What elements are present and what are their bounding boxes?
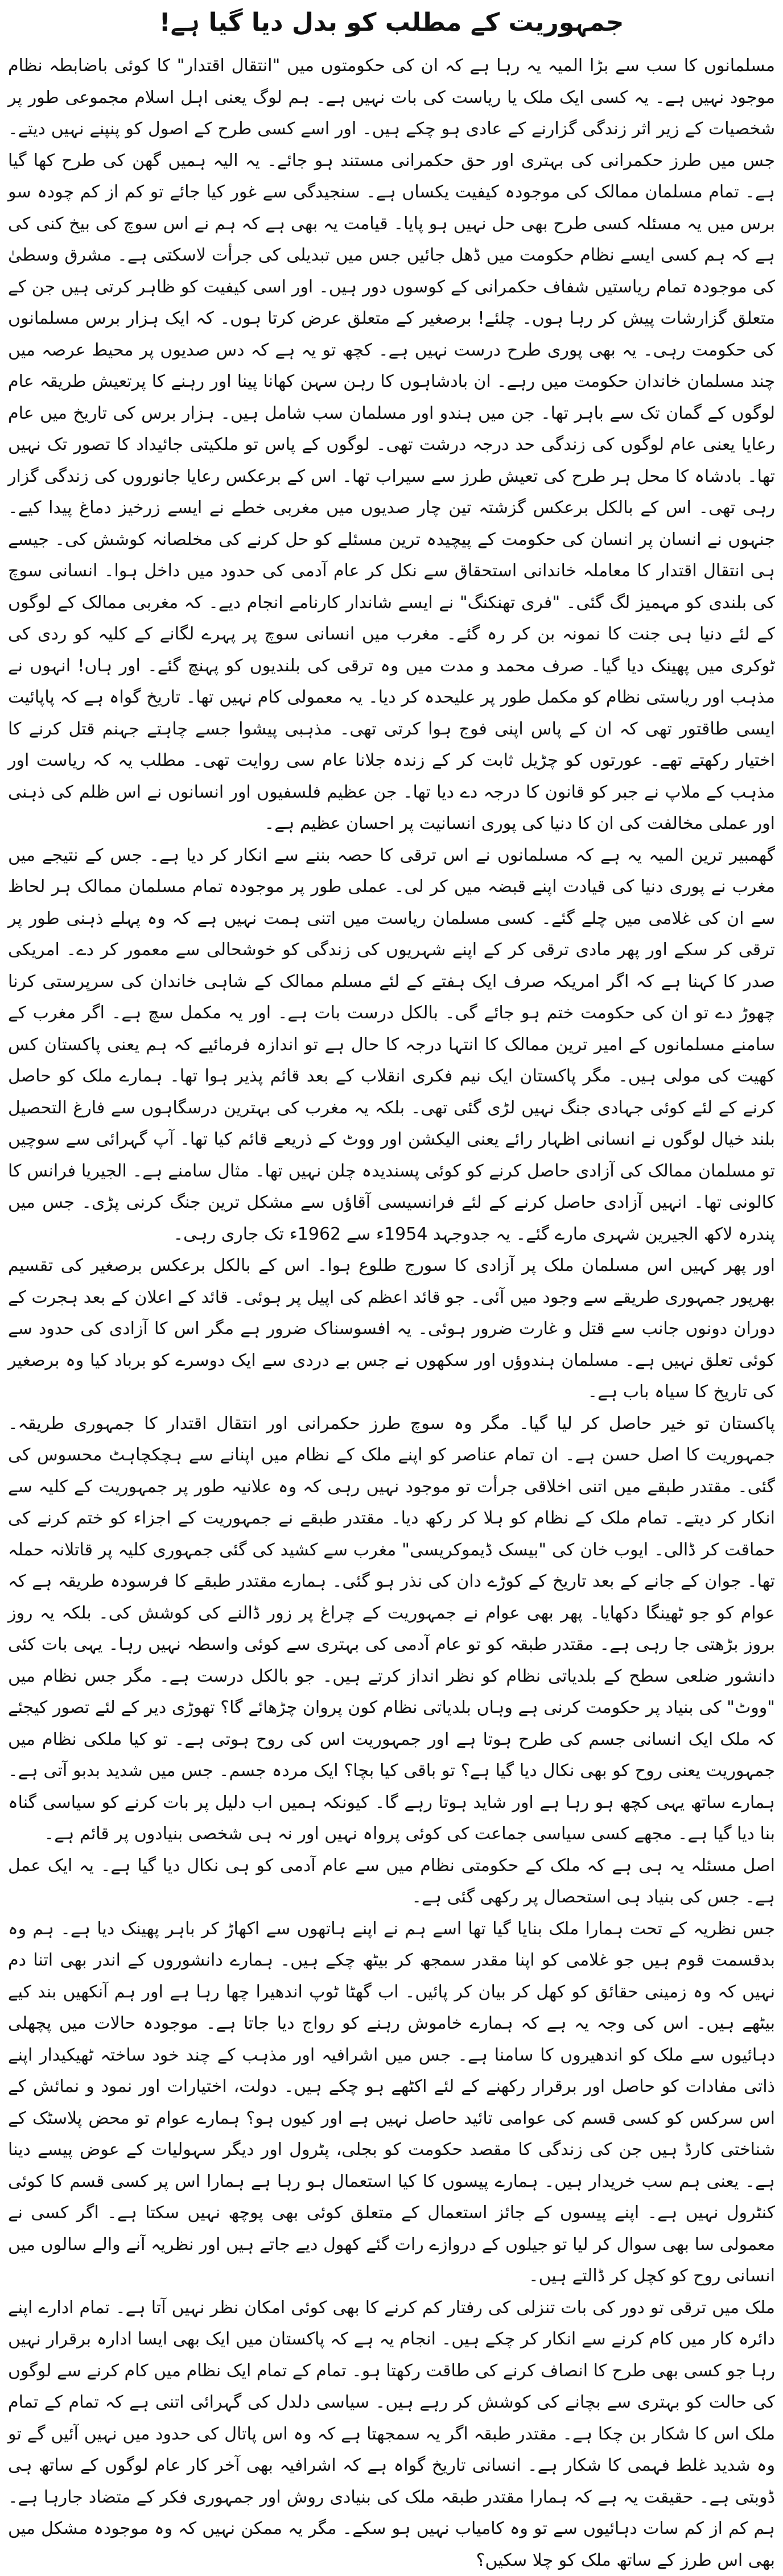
article-paragraph: اور پھر کہیں اس مسلمان ملک پر آزادی کا سورج طلوع ہوا۔ اس کے بالکل برعکس برصغیر کی تقسیم بھرپور جمہوری طریقے سے وجود میں آئی۔ جو قائد اعظم کی اپیل پر ہوئی۔ قائد کے اعلان کے بعد ہجرت کے دوران دونوں جانب سے قتل و غارت ضرور ہوئی۔ یہ افسوسناک ضرور ہے مگر اس کا آزادی کی حدود سے کوئی تعلق نہیں ہے۔ مسلمان ہندوؤں اور سکھوں نے جس بے دردی سے ایک دوسرے کو برباد کیا وہ برصغیر کی تاریخ کا سیاہ باب ہے۔ xyxy=(8,1250,775,1408)
article-paragraph: مسلمانوں کا سب سے بڑا المیہ یہ رہا ہے کہ ان کی حکومتوں میں "انتقال اقتدار" کا کوئی باضابطہ نظام موجود نہیں ہے۔ یہ کسی ایک ملک یا ریاست کی بات نہیں ہے۔ ہم لوگ یعنی اہل اسلام مجموعی طور پر شخصیات کے زیر اثر زندگی گزارنے کے عادی ہو چکے ہیں۔ اور اسے کسی طرح کے اصول کو پنپنے نہیں دیتے۔ جس میں طرز حکمرانی کی بہتری اور حق حکمرانی مستند ہو جائے۔ یہ الیہ ہمیں گھن کی طرح کھا گیا ہے۔ تمام مسلمان ممالک کی موجودہ کیفیت یکساں ہے۔ سنجیدگی سے غور کیا جائے تو کم از کم چودہ سو برس میں یہ مسئلہ کسی طرح بھی حل نہیں ہو پایا۔ قیامت یہ بھی ہے کہ ہم نے اس سوچ کی بیخ کنی کی ہے کہ ہم کسی ایسے نظام حکومت میں ڈھل جائیں جس میں تبدیلی کی جرأت لاسکتی ہے۔ مشرق وسطیٰ کی موجودہ تمام ریاستیں شفاف حکمرانی کے کوسوں دور ہیں۔ اور اسی کیفیت کو ظاہر کرتی ہیں جن کے متعلق گزارشات پیش کر رہا ہوں۔ چلئے! برصغیر کے متعلق عرض کرتا ہوں۔ کہ ایک ہزار برس مسلمانوں کی حکومت رہی۔ یہ بھی پوری طرح درست نہیں ہے۔ کچھ تو یہ ہے کہ دس صدیوں پر محیط عرصہ میں چند مسلمان خاندان حکومت میں رہے۔ ان بادشاہوں کا رہن سہن کھانا پینا اور رہنے کا پرتعیش طریقہ عام لوگوں کے گمان تک سے باہر تھا۔ جن میں ہندو اور مسلمان سب شامل ہیں۔ ہزار برس کی تاریخ میں عام رعایا یعنی عام لوگوں کی زندگی حد درجہ درشت تھی۔ لوگوں کے پاس تو ملکیتی جائیداد کا تصور تک نہیں تھا۔ بادشاہ کا محل ہر طرح کی تعیش طرز سے سیراب تھا۔ اس کے برعکس رعایا جانوروں کی زندگی گزار رہی تھی۔ اس کے بالکل برعکس گزشتہ تین چار صدیوں میں مغربی خطے نے ایسے زرخیز دماغ پیدا کیے۔ جنہوں نے انسان پر انسان کی حکومت کے پیچیدہ ترین مسئلے کو حل کرنے کی مخلصانہ کوشش کی۔ جیسے ہی انتقال اقتدار کا معاملہ خاندانی استحقاق سے نکل کر عام آدمی کی حدود میں داخل ہوا۔ انسانی سوچ کی بلندی کو مہمیز لگ گئی۔ "فری تھنکنگ" نے ایسے شاندار کارنامے انجام دیے۔ کہ مغربی ممالک کے لوگوں کے لئے دنیا ہی جنت کا نمونہ بن کر رہ گئے۔ مغرب میں انسانی سوچ پر پہرے لگانے کے کلیہ کو ردی کی ٹوکری میں پھینک دیا گیا۔ صرف محمد و مدت میں وہ ترقی کی بلندیوں کو پہنچ گئے۔ اور ہاں! انہوں نے مذہب اور ریاستی نظام کو مکمل طور پر علیحدہ کر دیا۔ یہ معمولی کام نہیں تھا۔ تاریخ گواہ ہے کہ پاپائیت ایسی طاقتور تھی کہ ان کے پاس اپنی فوج ہوا کرتی تھی۔ مذہبی پیشوا جسے چاہتے جہنم قتل کرنے کا اختیار رکھتے تھے۔ عورتوں کو چڑیل ثابت کر کے زندہ جلانا عام سی روایت تھی۔ مطلب یہ کہ ریاست اور مذہب کے ملاپ نے جبر کو قانون کا درجہ دے دیا تھا۔ جن عظیم فلسفیوں اور انسانوں نے اس ظلم کی ذہنی اور عملی مخالفت کی ان کا دنیا کی پوری انسانیت پر احسان عظیم ہے۔ xyxy=(8,50,775,840)
article-paragraph: ملک میں ترقی تو دور کی بات تنزلی کی رفتار کم کرنے کا بھی کوئی امکان نظر نہیں آتا ہے۔ تمام ادارے اپنے دائرہ کار میں کام کرنے سے انکار کر چکے ہیں۔ انجام یہ ہے کہ پاکستان میں ایک بھی ایسا ادارہ برقرار نہیں رہا جو کسی بھی طرح کا انصاف کرنے کی طاقت رکھتا ہو۔ تمام کے تمام ایک نظام میں کام کرنے سے لوگوں کی حالت کو بہتری سے بچانے کی کوشش کر رہے ہیں۔ سیاسی دلدل کی گہرائی اتنی ہے کہ تمام کے تمام ملک اس کا شکار بن چکا ہے۔ مقتدر طبقہ اگر یہ سمجھتا ہے کہ وہ اس پاتال کی حدود میں نہیں آئیں گے تو وہ شدید غلط فہمی کا شکار ہے۔ انسانی تاریخ گواہ ہے کہ اشرافیہ بھی آخر کار عام لوگوں کے ساتھ ہی ڈوبتی ہے۔ حقیقت یہ ہے کہ ہمارا مقتدر طبقہ ملک کی بنیادی روش اور جمہوری فکر کے متضاد جارہا ہے۔ ہم کم از کم سات دہائیوں سے تو وہ کامیاب نہیں ہو سکے۔ مگر یہ ممکن نہیں کہ وہ موجودہ مشکل میں بھی اس طرز کے ساتھ ملک کو چلا سکیں؟ xyxy=(8,2292,775,2576)
article-body xyxy=(8,46,775,2253)
article-paragraph: گھمبیر ترین المیہ یہ ہے کہ مسلمانوں نے اس ترقی کا حصہ بننے سے انکار کر دیا ہے۔ جس کے نتیجے میں مغرب نے پوری دنیا کی قیادت اپنے قبضہ میں کر لی۔ عملی طور پر موجودہ تمام مسلمان ممالک ہر لحاظ سے ان کی غلامی میں چلے گئے۔ کسی مسلمان ریاست میں اتنی ہمت نہیں ہے کہ وہ پہلے ذہنی طور پر ترقی کر سکے اور پھر مادی ترقی کر کے اپنے شہریوں کی زندگی کو خوشحالی سے معمور کر دے۔ امریکی صدر کا کہنا ہے کہ اگر امریکہ صرف ایک ہفتے کے لئے مسلم ممالک کے شاہی خاندان کی سرپرستی کرنا چھوڑ دے تو ان کی حکومت ختم ہو جائے گی۔ بالکل درست بات ہے۔ اور یہ مکمل سچ ہے۔ اگر مغرب کے سامنے مسلمانوں کے امیر ترین ممالک کا انتہا درجہ کا حال ہے تو اندازہ فرمائیے کہ ہم یعنی پاکستان کس کھیت کی مولی ہیں۔ مگر پاکستان ایک نیم فکری انقلاب کے بعد قائم پذیر ہوا تھا۔ ہمارے ملک کو حاصل کرنے کے لئے کوئی جہادی جنگ نہیں لڑی گئی تھی۔ بلکہ یہ مغرب کی بہترین درسگاہوں سے فارغ التحصیل بلند خیال لوگوں نے انسانی اظہار رائے یعنی الیکشن اور ووٹ کے ذریعے قائم کیا تھا۔ آپ گہرائی سے سوچیں تو مسلمان ممالک کی آزادی حاصل کرنے کو کوئی پسندیدہ چلن نہیں تھا۔ مثال سامنے ہے۔ الجیریا فرانس کا کالونی تھا۔ انہیں آزادی حاصل کرنے کے لئے فرانسیسی آقاؤں سے مشکل ترین جنگ کرنی پڑی۔ جس میں پندرہ لاکھ الجیرین شہری مارے گئے۔ یہ جدوجہد 1954ء سے 1962ء تک جاری رہی۔ xyxy=(8,840,775,1250)
article-paragraph: جس نظریہ کے تحت ہمارا ملک بنایا گیا تھا اسے ہم نے اپنے ہاتھوں سے اکھاڑ کر باہر پھینک دیا ہے۔ ہم وہ بدقسمت قوم ہیں جو غلامی کو اپنا مقدر سمجھ کر بیٹھ چکے ہیں۔ ہمارے دانشوروں کے اندر بھی اتنا دم نہیں کہ وہ زمینی حقائق کو کھل کر بیان کر پائیں۔ اب گھٹا ٹوپ اندھیرا چھا رہا ہے اور ہم آنکھیں بند کیے بیٹھے ہیں۔ اس کی وجہ یہ ہے کہ ہمارے خاموش رہنے کو رواج دیا جاتا ہے۔ موجودہ حالات میں پچھلی دہائیوں سے ملک کو اندھیروں کا سامنا ہے۔ جس میں اشرافیہ اور مذہب کے چند خود ساختہ ٹھیکیدار اپنے ذاتی مفادات کو حاصل اور برقرار رکھنے کے لئے اکٹھے ہو چکے ہیں۔ دولت، اختیارات اور نمود و نمائش کے اس سرکس کو کسی قسم کی عوامی تائید حاصل نہیں ہے اور کیوں ہو؟ ہمارے عوام تو محض پلاسٹک کے شناختی کارڈ ہیں جن کی زندگی کا مقصد حکومت کو بجلی، پٹرول اور دیگر سہولیات کے عوض پیسے دینا ہے۔ یعنی ہم سب خریدار ہیں۔ ہمارے پیسوں کا کیا استعمال ہو رہا ہے ہمارا اس پر کسی قسم کا کوئی کنٹرول نہیں ہے۔ اپنے پیسوں کے جائز استعمال کے متعلق کوئی بھی پوچھ نہیں سکتا ہے۔ اگر کسی نے معمولی سا بھی سوال کر لیا تو جیلوں کے دروازے رات گئے کھول دیے جاتے ہیں اور نظریہ آنے والے سالوں میں انسانی روح کو کچل کر ڈالتے ہیں۔ xyxy=(8,1913,775,2292)
article-paragraph: پاکستان تو خیر حاصل کر لیا گیا۔ مگر وہ سوچ طرز حکمرانی اور انتقال اقتدار کا جمہوری طریقہ۔ جمہوریت کا اصل حسن ہے۔ ان تمام عناصر کو اپنے ملک کے نظام میں اپنانے سے ہچکچاہٹ محسوس کی گئی۔ مقتدر طبقے میں اتنی اخلاقی جرأت تو موجود نہیں رہی کہ وہ علانیہ طور پر جمہوریت کے کلیہ سے انکار کر دیتے۔ تمام ملک کے نظام کو ہلا کر رکھ دیا۔ مقتدر طبقے نے جمہوریت کے اجزاء کو ختم کرنے کی حماقت کر ڈالی۔ ایوب خان کی "بیسک ڈیموکریسی" مغرب سے کشید کی گئی جمہوری کلیہ پر قاتلانہ حملہ تھا۔ جوان کے جانے کے بعد تاریخ کے کوڑے دان کی نذر ہو گئی۔ ہمارے مقتدر طبقے کا فرسودہ طریقہ ہے کہ عوام کو جو ٹھینگا دکھایا۔ پھر بھی عوام نے جمہوریت کے چراغ پر زور ڈالنے کی کوشش کی۔ بلکہ یہ روز بروز بڑھتی جا رہی ہے۔ مقتدر طبقہ کو تو عام آدمی کی بہتری سے کوئی واسطہ نہیں رہا۔ یہی بات کئی دانشور ضلعی سطح کے بلدیاتی نظام کو نظر انداز کرتے ہیں۔ جو بالکل درست ہے۔ مگر جس نظام میں "ووٹ" کی بنیاد پر حکومت کرنی ہے وہاں بلدیاتی نظام کون پروان چڑھائے گا؟ تھوڑی دیر کے لئے تصور کیجئے کہ ملک ایک انسانی جسم کی طرح ہوتا ہے اور جمہوریت اس کی روح ہوتی ہے۔ تو کیا ملکی نظام میں جمہوریت یعنی روح کو بھی نکال دیا گیا ہے؟ تو باقی کیا بچا؟ ایک مردہ جسم۔ جس میں شدید بدبو آتی ہے۔ ہمارے ساتھ یہی کچھ ہو رہا ہے اور شاید ہوتا رہے گا۔ کیونکہ ہمیں اب دلیل پر بات کرنے کو سیاسی گناہ بنا دیا گیا ہے۔ مجھے کسی سیاسی جماعت کی کوئی پرواہ نہیں اور نہ ہی شخصی بنیادوں پر قائم ہے۔ xyxy=(8,1408,775,1850)
article-headline: جمہوریت کے مطلب کو بدل دیا گیا ہے! xyxy=(8,0,775,46)
article-paragraph: اصل مسئلہ یہ ہی ہے کہ ملک کے حکومتی نظام میں سے عام آدمی کو ہی نکال دیا گیا ہے۔ یہ ایک عمل ہے۔ جس کی بنیاد ہی استحصال پر رکھی گئی ہے۔ xyxy=(8,1850,775,1913)
